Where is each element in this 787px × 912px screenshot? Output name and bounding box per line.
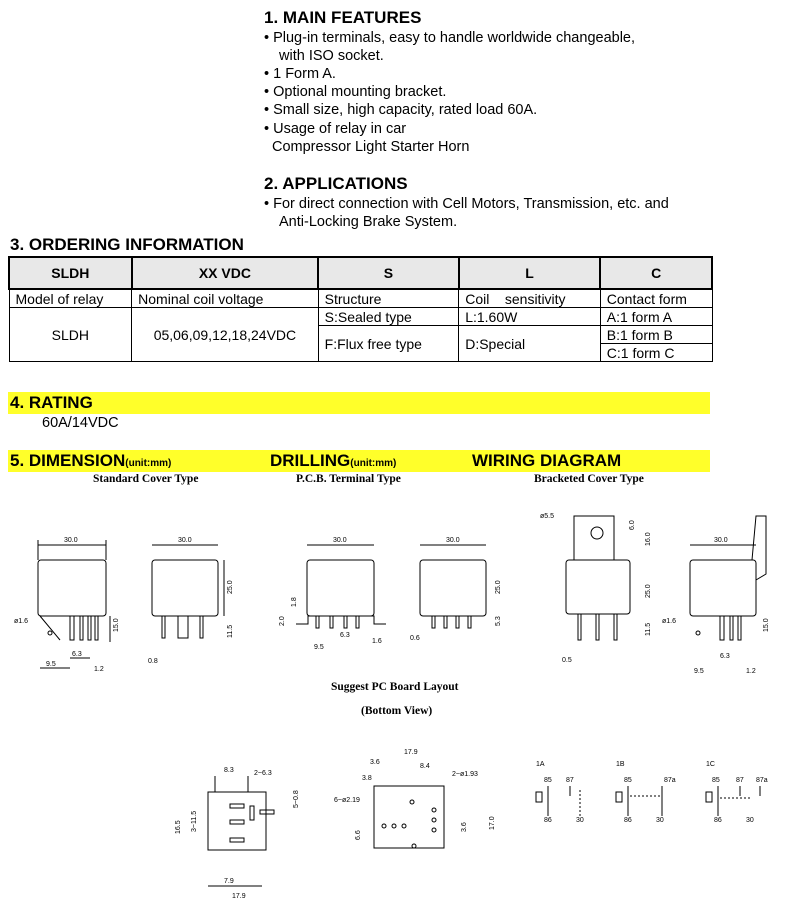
contact-cell: C:1 form C bbox=[600, 344, 712, 362]
wiring-type-label: 1B bbox=[616, 761, 625, 768]
layout-dim: 8.3 bbox=[224, 767, 234, 774]
dim-115: 11.5 bbox=[645, 622, 652, 636]
rating-band bbox=[8, 392, 710, 414]
contact-cell: A:1 form A bbox=[600, 308, 712, 326]
header-cell: L bbox=[459, 257, 601, 289]
dim-60: 6.0 bbox=[629, 520, 636, 530]
bracketed-side-view bbox=[662, 516, 770, 675]
dim-12: 1.2 bbox=[94, 666, 104, 673]
wiring-1c bbox=[706, 761, 768, 824]
wiring-title: WIRING DIAGRAM bbox=[472, 451, 622, 470]
feature-line: Compressor Light Starter Horn bbox=[272, 139, 470, 155]
pcb-layout-pcb-terminal bbox=[334, 749, 496, 848]
label-cell: Coil sensitivity bbox=[459, 289, 601, 308]
layout-dim: 8.4 bbox=[420, 763, 430, 770]
wiring-type-label: 1A bbox=[536, 761, 545, 768]
structure-cell: F:Flux free type bbox=[318, 326, 459, 362]
dim-18: 1.8 bbox=[291, 597, 298, 607]
label-cell: Structure bbox=[318, 289, 459, 308]
dim-width: 30.0 bbox=[64, 537, 78, 544]
layout-dim: 17.9 bbox=[232, 893, 246, 900]
pcb-front-view bbox=[279, 537, 386, 651]
dim-05: 0.5 bbox=[562, 657, 572, 664]
sensitivity-cell: D:Special bbox=[459, 326, 601, 362]
layout-dim: 3~11.5 bbox=[191, 810, 198, 832]
ordering-label-row bbox=[9, 289, 712, 308]
wiring-type-label: 1C bbox=[706, 761, 715, 768]
ordering-table bbox=[8, 256, 713, 362]
layout-dim: 2~6.3 bbox=[254, 770, 272, 777]
header-cell: S bbox=[318, 257, 459, 289]
pin-label: 87a bbox=[756, 777, 768, 784]
applications-title: 2. APPLICATIONS bbox=[264, 174, 408, 193]
layout-dim: 6.6 bbox=[355, 830, 362, 840]
ordering-title: 3. ORDERING INFORMATION bbox=[10, 235, 244, 254]
dim-pin-len: 15.0 bbox=[113, 618, 120, 632]
layout-dim: 7.9 bbox=[224, 878, 234, 885]
pin-label: 30 bbox=[746, 817, 754, 824]
pcb-layout-standard bbox=[175, 767, 300, 900]
pin-label: 87 bbox=[736, 777, 744, 784]
pin-label: 86 bbox=[624, 817, 632, 824]
suggest-layout-caption: Suggest PC Board Layout bbox=[331, 681, 459, 693]
dim-width: 30.0 bbox=[333, 537, 347, 544]
dim-pin-dia: ø1.6 bbox=[14, 618, 29, 625]
pin-label: 30 bbox=[576, 817, 584, 824]
sensitivity-cell: L:1.60W bbox=[459, 308, 601, 326]
pcb-side-view bbox=[410, 537, 502, 642]
wiring-1b bbox=[616, 761, 676, 824]
feature-line: • Usage of relay in car bbox=[264, 121, 407, 137]
application-line: Anti-Locking Brake System. bbox=[279, 214, 458, 230]
layout-dim: 3.8 bbox=[362, 775, 372, 782]
feature-line: with ISO socket. bbox=[279, 48, 384, 64]
dim-20: 2.0 bbox=[279, 616, 286, 626]
dim-hole: ø5.5 bbox=[540, 513, 555, 520]
dim-95: 9.5 bbox=[694, 668, 704, 675]
layout-dim: 5~0.8 bbox=[293, 790, 300, 808]
bracket-hole bbox=[591, 527, 603, 539]
feature-line: • Optional mounting bracket. bbox=[264, 84, 447, 100]
standard-side-view bbox=[148, 537, 234, 665]
caption-pcb: P.C.B. Terminal Type bbox=[296, 473, 401, 485]
dim-06: 0.6 bbox=[410, 635, 420, 642]
layout-dim: 2~ø1.93 bbox=[452, 771, 478, 778]
pin-label: 86 bbox=[544, 817, 552, 824]
dim-63: 6.3 bbox=[720, 653, 730, 660]
dim-08: 0.8 bbox=[148, 658, 158, 665]
dim-pin-len: 15.0 bbox=[763, 618, 770, 632]
rating-value: 60A/14VDC bbox=[42, 415, 119, 431]
feature-line: • 1 Form A. bbox=[264, 66, 336, 82]
dim-width: 30.0 bbox=[178, 537, 192, 544]
layout-dim: 3.6 bbox=[461, 822, 468, 832]
dimension-band bbox=[8, 450, 710, 472]
rating-title: 4. RATING bbox=[10, 393, 93, 412]
dim-width: 30.0 bbox=[446, 537, 460, 544]
layout-dim: 17.0 bbox=[489, 816, 496, 830]
dim-12: 1.2 bbox=[746, 668, 756, 675]
pin-label: 85 bbox=[712, 777, 720, 784]
dim-160: 16.0 bbox=[645, 532, 652, 546]
dimension-title: 5. DIMENSION(unit:mm) bbox=[10, 451, 172, 470]
label-cell: Model of relay bbox=[9, 289, 132, 308]
bracketed-front-view bbox=[540, 513, 652, 664]
structure-cell: S:Sealed type bbox=[318, 308, 459, 326]
wiring-1a bbox=[536, 761, 584, 824]
header-cell: XX VDC bbox=[132, 257, 319, 289]
pin-label: 30 bbox=[656, 817, 664, 824]
pin-label: 87a bbox=[664, 777, 676, 784]
dim-height: 25.0 bbox=[495, 580, 502, 594]
dim-height: 25.0 bbox=[227, 580, 234, 594]
pin-label: 86 bbox=[714, 817, 722, 824]
layout-dim: 17.9 bbox=[404, 749, 418, 756]
contact-cell: B:1 form B bbox=[600, 326, 712, 344]
dim-53: 5.3 bbox=[495, 616, 502, 626]
application-line: • For direct connection with Cell Motors, Transmission, etc. and bbox=[264, 196, 669, 212]
model-cell: SLDH bbox=[9, 308, 132, 362]
dim-width: 30.0 bbox=[714, 537, 728, 544]
pin-label: 85 bbox=[624, 777, 632, 784]
drilling-title: DRILLING(unit:mm) bbox=[270, 451, 397, 470]
pin-label: 87 bbox=[566, 777, 574, 784]
caption-bracketed: Bracketed Cover Type bbox=[534, 473, 644, 485]
dim-95: 9.5 bbox=[314, 644, 324, 651]
caption-standard: Standard Cover Type bbox=[93, 473, 199, 485]
layout-dim: 3.6 bbox=[370, 759, 380, 766]
dim-height: 25.0 bbox=[645, 584, 652, 598]
voltage-cell: 05,06,09,12,18,24VDC bbox=[132, 308, 319, 362]
header-cell: SLDH bbox=[9, 257, 132, 289]
pin-label: 85 bbox=[544, 777, 552, 784]
dim-63: 6.3 bbox=[340, 632, 350, 639]
dim-pin-dia: ø1.6 bbox=[662, 618, 677, 625]
dim-16: 1.6 bbox=[372, 638, 382, 645]
layout-dim: 16.5 bbox=[175, 820, 182, 834]
ordering-value-row bbox=[9, 308, 712, 326]
label-cell: Contact form bbox=[600, 289, 712, 308]
bottom-view-caption: (Bottom View) bbox=[361, 705, 433, 717]
dim-115: 11.5 bbox=[227, 624, 234, 638]
feature-line: • Small size, high capacity, rated load 60A. bbox=[264, 102, 538, 118]
main-features-title: 1. MAIN FEATURES bbox=[264, 8, 422, 27]
label-cell: Nominal coil voltage bbox=[132, 289, 319, 308]
standard-front-view bbox=[14, 537, 120, 673]
ordering-header-row bbox=[9, 257, 712, 289]
dim-63: 6.3 bbox=[72, 651, 82, 658]
technical-drawings bbox=[0, 490, 787, 912]
layout-dim: 6~ø2.19 bbox=[334, 797, 360, 804]
header-cell: C bbox=[600, 257, 712, 289]
feature-line: • Plug-in terminals, easy to handle worldwide changeable, bbox=[264, 30, 636, 46]
dim-95: 9.5 bbox=[46, 661, 56, 668]
